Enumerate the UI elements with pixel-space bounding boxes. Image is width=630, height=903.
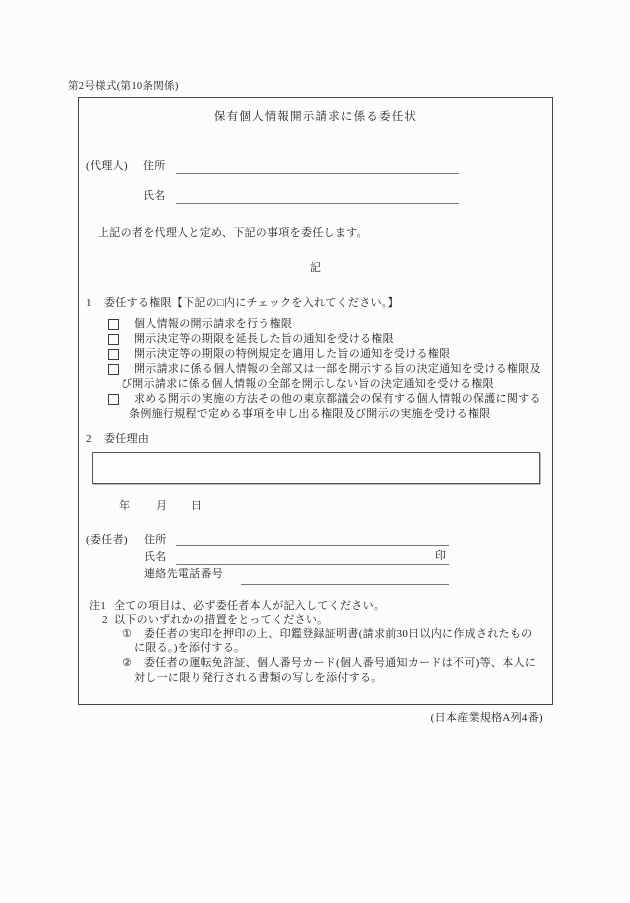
note-text: 以下のいずれかの措置をとってください。	[114, 614, 329, 626]
reason-field[interactable]	[92, 452, 540, 484]
form-title: 保有個人情報開示請求に係る委任状	[213, 111, 418, 123]
agent-address-label: 住所	[143, 160, 166, 172]
permission-checkbox[interactable]	[108, 349, 119, 360]
note-text-cont: 対し一に限り発行される書類の写しを添付する。	[134, 672, 383, 684]
seal-label: 印	[435, 550, 447, 562]
section1-number: 1	[86, 297, 92, 309]
section1-heading: 委任する権限【下記の□内にチェックを入れてください。】	[104, 297, 399, 309]
principal-address-label: 住所	[144, 534, 167, 546]
note-text: 委任者の運転免許証、個人番号カード(個人番号通知カードは不可)等、本人に	[144, 657, 537, 669]
principal-phone-label: 連絡先電話番号	[144, 568, 224, 580]
note-marker: 注1	[89, 600, 107, 612]
permission-item-text: 開示決定等の期限を延長した旨の通知を受ける権限	[134, 333, 394, 345]
permission-item-text: 求める開示の実施の方法その他の東京都議会の保有する個人情報の保護に関する	[134, 393, 541, 405]
note-text: 全ての項目は、必ず委任者本人が記入してください。	[114, 600, 386, 612]
date-day-label: 日	[191, 500, 203, 512]
record-marker: 記	[309, 262, 322, 274]
delegation-sentence: 上記の者を代理人と定め、下記の事項を委任します。	[98, 227, 368, 239]
section2-number: 2	[86, 433, 92, 445]
permission-item-text-cont: 条例施行規程で定める事項を申し出る権限及び開示の実施を受ける権限	[129, 408, 491, 420]
permission-checkbox[interactable]	[108, 334, 119, 345]
principal-name-label: 氏名	[144, 551, 167, 563]
note-marker: 2	[102, 614, 108, 626]
section2-heading: 委任理由	[104, 433, 150, 445]
note-text: 委任者の実印を押印の上、印鑑登録証明書(請求前30日以内に作成されたもの	[144, 628, 533, 640]
permission-item-text: 開示請求に係る個人情報の全部又は一部を開示する旨の決定通知を受ける権限及	[134, 363, 541, 375]
note-marker: ②	[122, 657, 133, 669]
agent-address-field[interactable]	[176, 161, 459, 174]
permission-item-text-cont: び開示請求に係る個人情報の全部を開示しない旨の決定通知を受ける権限	[121, 378, 494, 390]
principal-phone-field[interactable]	[241, 572, 449, 585]
note-marker: ①	[122, 628, 133, 640]
principal-name-field[interactable]	[176, 552, 449, 565]
note-text-cont: に限る。)を添付する。	[134, 642, 246, 654]
form-code: 第2号様式(第10条関係)	[68, 81, 179, 92]
form-frame	[78, 97, 553, 705]
agent-name-field[interactable]	[176, 191, 459, 204]
agent-label: (代理人)	[86, 160, 128, 172]
principal-address-field[interactable]	[176, 533, 449, 546]
agent-name-label: 氏名	[143, 190, 166, 202]
date-year-label: 年	[119, 500, 131, 512]
date-month-label: 月	[156, 500, 168, 512]
permission-item-text: 個人情報の開示請求を行う権限	[134, 318, 293, 330]
permission-checkbox[interactable]	[108, 394, 119, 405]
permission-checkbox[interactable]	[108, 319, 119, 330]
permission-checkbox[interactable]	[108, 364, 119, 375]
principal-label: (委任者)	[86, 534, 128, 546]
permission-item-text: 開示決定等の期限の特例規定を適用した旨の通知を受ける権限	[134, 348, 451, 360]
paper-size-note: (日本産業規格A列4番)	[430, 712, 543, 724]
